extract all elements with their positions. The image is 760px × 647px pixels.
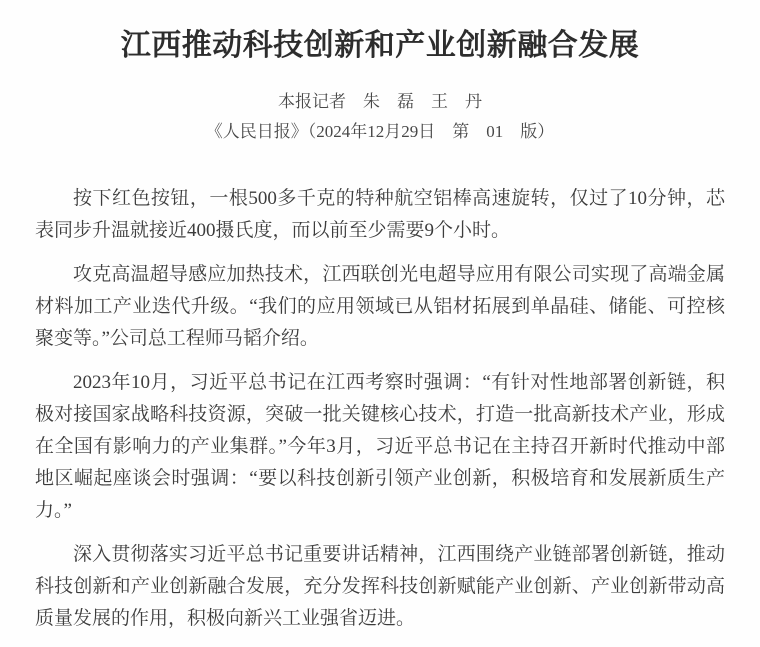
article-source-line: 《人民日报》（2024年12月29日 第 01 版） [205,122,555,141]
article-body [35,183,725,635]
article-paragraph-4: 深入贯彻落实习近平总书记重要讲话精神，江西围绕产业链部署创新链，推动科技创新和产业创新融合发展，充分发挥科技创新赋能产业创新、产业创新带动高质量发展的作用，积极向新兴工业强省迈进。 [35,544,725,629]
article-paragraph-3: 2023年10月，习近平总书记在江西考察时强调：“有针对性地部署创新链，积极对接国家战略科技资源，突破一批关键核心技术，打造一批高新技术产业，形成在全国有影响力的产业集群。”今年3月，习近平总书记在主持召开新时代推动中部地区崛起座谈会时强调：“要以科技创新引领产业创新，积极培育和发展新质生产力。” [35,372,725,521]
article-byline: 本报记者 朱 磊 王 丹 [278,92,482,111]
article-title: 江西推动科技创新和产业创新融合发展 [120,29,640,62]
article-paragraph-2: 攻克高温超导感应加热技术，江西联创光电超导应用有限公司实现了高端金属材料加工产业迭代升级。“我们的应用领域已从铝材拓展到单晶硅、储能、可控核聚变等。”公司总工程师马韬介绍。 [35,264,725,349]
article-paragraph-1: 按下红色按钮，一根500多千克的特种航空铝棒高速旋转，仅过了10分钟，芯表同步升温就接近400摄氏度，而以前至少需要9个小时。 [35,188,725,241]
